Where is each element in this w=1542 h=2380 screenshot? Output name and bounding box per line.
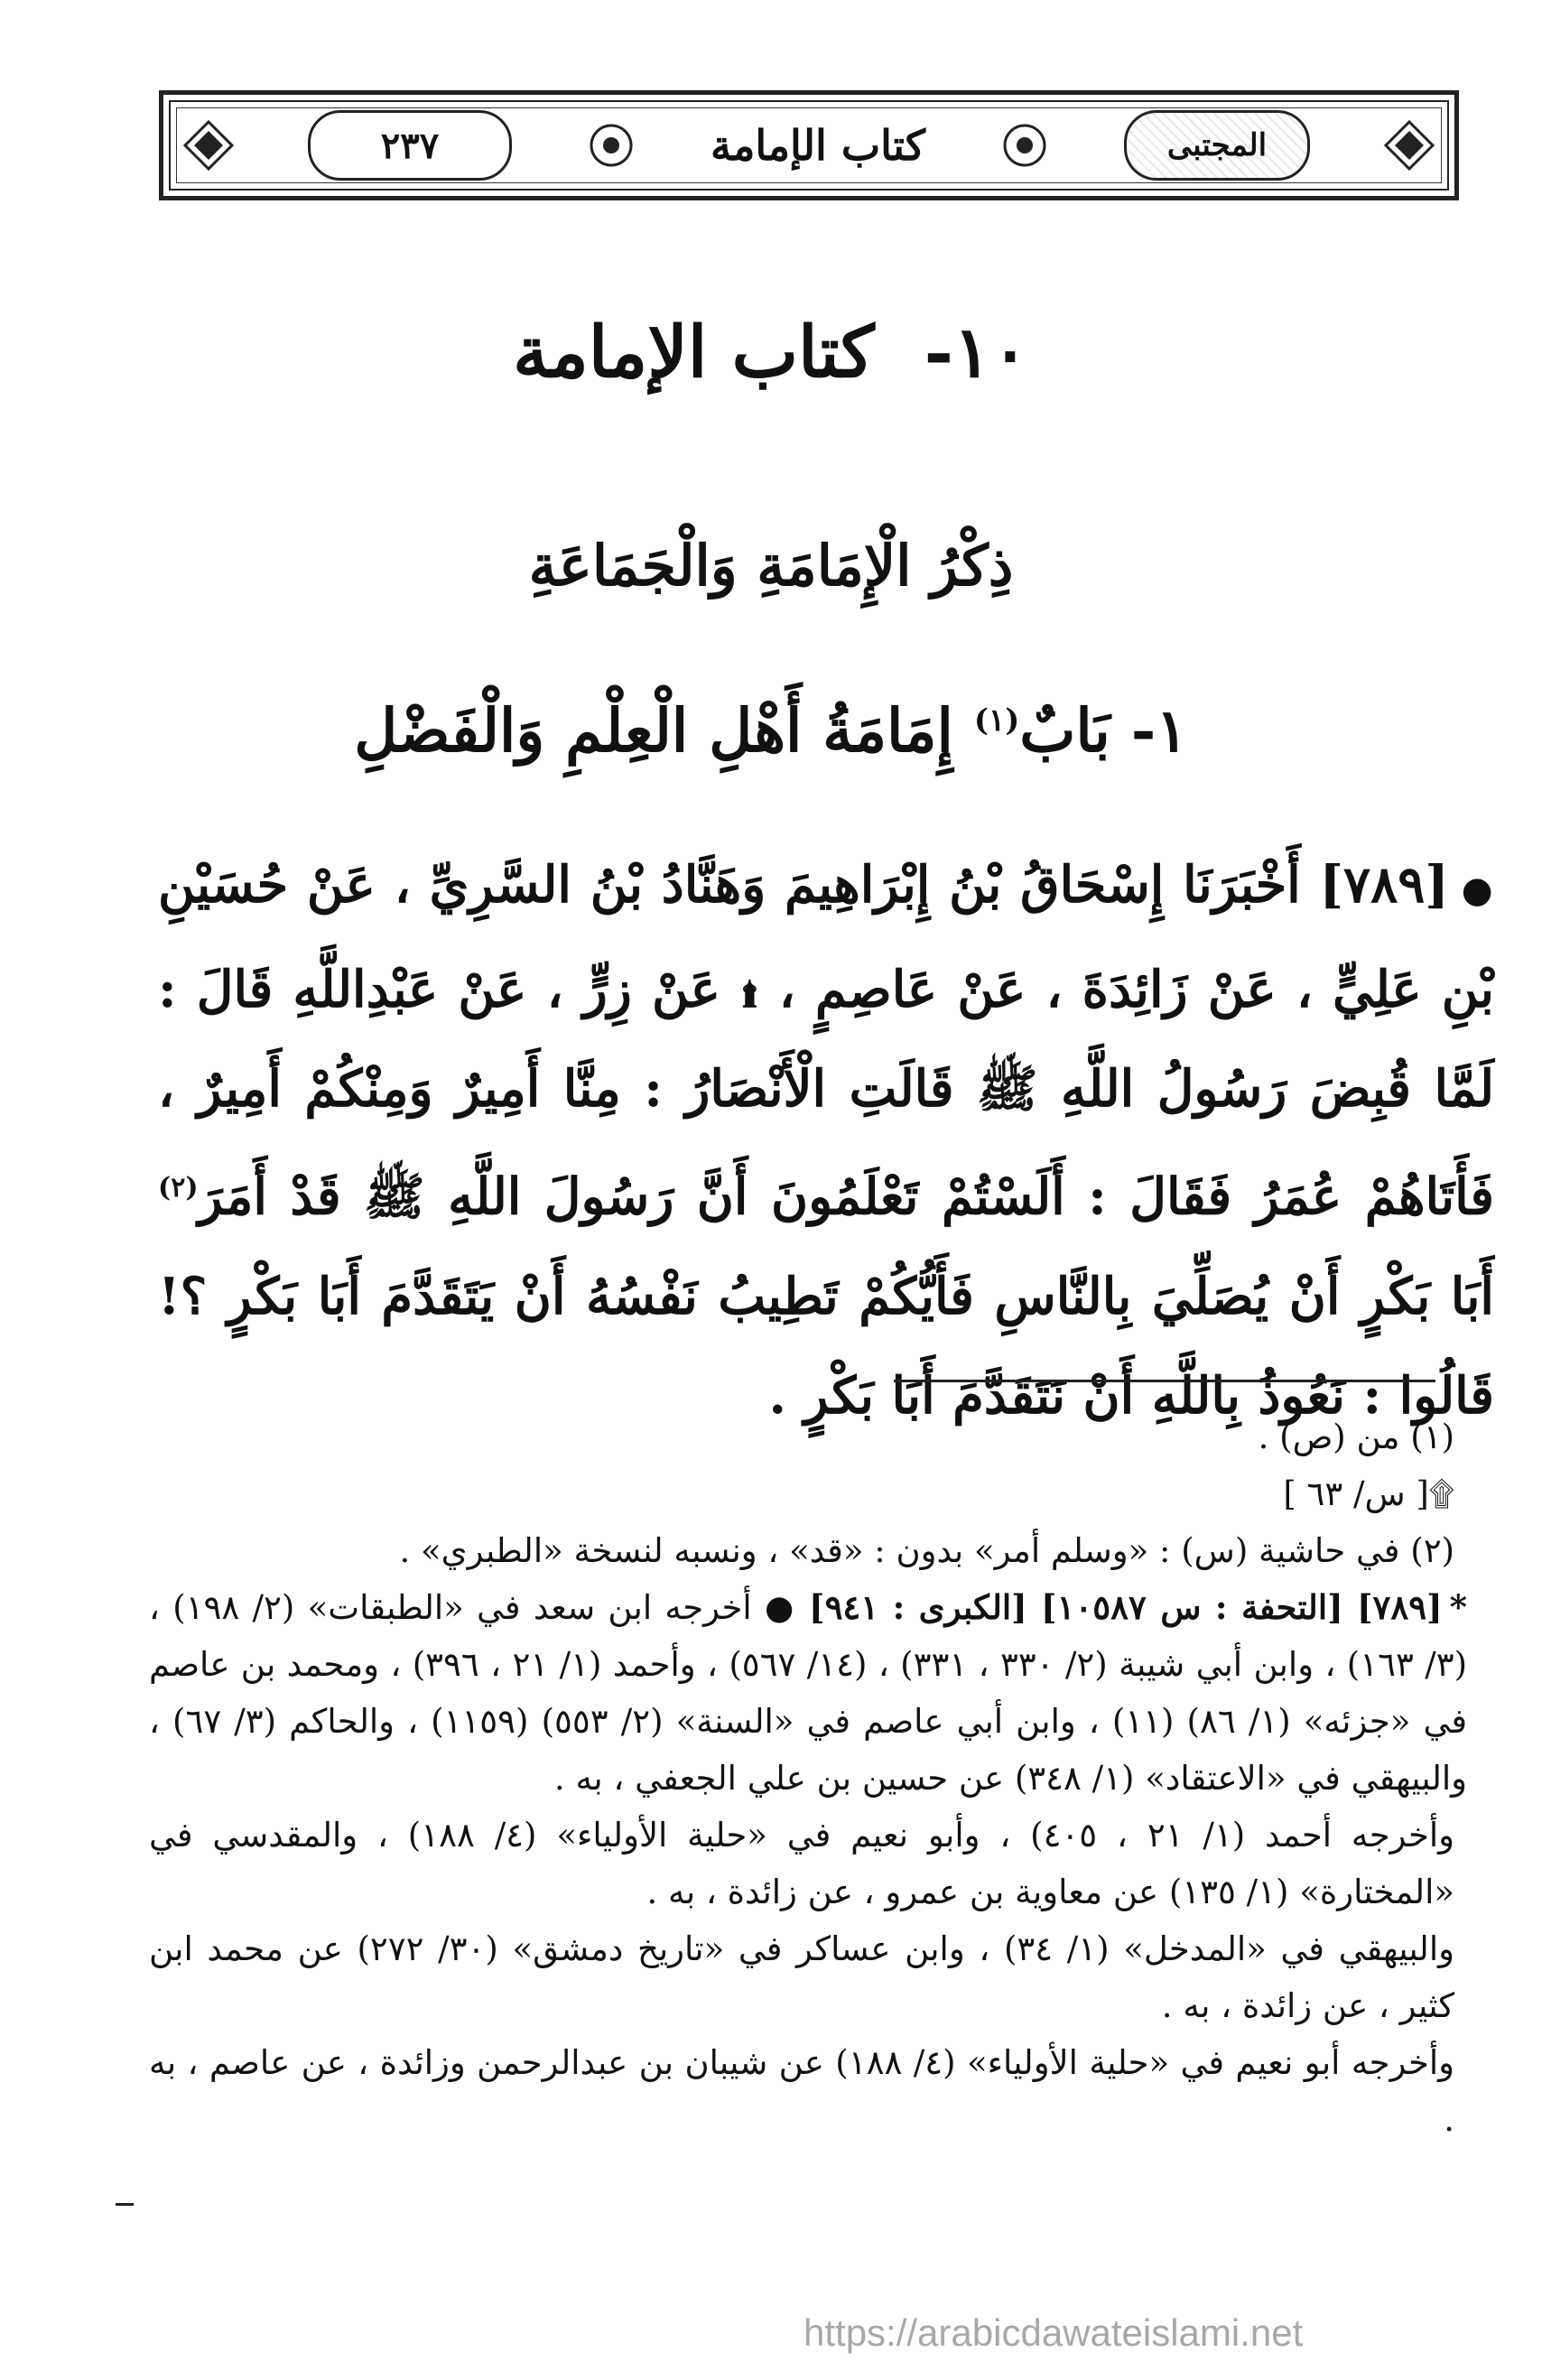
hadith-text-part1: [٧٨٩] أَخْبَرَنَا إِسْحَاقُ بْنُ إِبْرَاهِيمَ وَهَنَّادُ بْنُ السَّرِيِّ ، عَنْ حُسَيْنِ بْنِ عَلِيٍّ ، عَنْ زَائِدَةَ ، عَنْ عَاصِمٍ ، ۩ عَنْ زِرٍّ ، عَنْ عَبْدِاللَّهِ قَالَ : لَمَّا قُبِضَ رَسُولُ اللَّهِ ﷺ قَالَتِ الْأَنْصَارُ : مِنَّا أَمِيرٌ وَمِنْكُمْ أَمِيرٌ ، فَأَتَاهُمْ عُمَرُ فَقَالَ : أَلَسْتُمْ تَعْلَمُونَ أَنَّ رَسُولَ اللَّهِ ﷺ قَدْ أَمَرَ <box>158 855 1495 1227</box>
takhrij-body: ● أخرجه ابن سعد في «الطبقات» (٢/ ١٩٨) ، (٣/ ١٦٣) ، وابن أبي شيبة (٢/ ٣٣٠ ، ٣٣١) ، (١٤/ ٥٦٧) ، وأحمد (١/ ٢١ ، ٣٩٦) ، ومحمد بن عاصم في «جزئه» (١/ ٨٦) (١١) ، وابن أبي عاصم في «السنة» (٢/ ٥٥٣) (١١٥٩) ، والحاكم (٣/ ٦٧) ، والبيهقي في «الاعتقاد» (١/ ٣٤٨) عن حسين بن علي الجعفي ، به . <box>149 1588 1468 1798</box>
ornament-right-icon <box>1378 114 1441 177</box>
hadith-bullet-icon: ● <box>1461 869 1494 911</box>
takhrij-header: [٧٨٩] [التحفة : س ١٠٥٨٧] [الكبرى : ٩٤١] <box>809 1587 1443 1627</box>
takhrij-paragraph-2: وأخرجه أحمد (١/ ٢١ ، ٤٠٥) ، وأبو نعيم في «حلية الأولياء» (٤/ ١٨٨) ، والمقدسي في «المختارة» (١/ ١٣٥) عن معاوية بن عمرو ، عن زائدة ، به . <box>149 1816 1454 1911</box>
footnote-page-marker: ۩[ س/ ٦٣ ] <box>1283 1474 1454 1513</box>
footnote-2: (٢) في حاشية (س) : «وسلم أمر» بدون : «قد» ، ونسبه لنسخة «الطبري» . <box>399 1531 1454 1570</box>
margin-mark <box>116 2203 134 2206</box>
page-number: ٢٣٧ <box>308 110 512 181</box>
hadith-text-part2: أَبَا بَكْرٍ أَنْ يُصَلِّيَ بِالنَّاسِ فَأَيُّكُمْ تَطِيبُ نَفْسُهُ أَنْ يَتَقَدَّمَ أَبَا بَكْرٍ ؟! قَالُوا : نَعُوذُ بِاللَّهِ أَنْ نَتَقَدَّمَ أَبَا بَكْرٍ . <box>158 1266 1494 1426</box>
chapter-footnote-ref: (١) <box>973 702 1020 739</box>
hadith-footnote-ref: (٢) <box>158 1172 199 1204</box>
takhrij-paragraph <box>149 1579 1467 1807</box>
running-title: كتاب الإمامة <box>711 121 925 170</box>
chapter-prefix: ١- بَابٌ <box>1019 695 1188 766</box>
watermark-url: https://arabicdawateislami.net <box>804 2311 1304 2354</box>
ornament-mid-right-icon <box>993 114 1056 177</box>
footnote-1: (١) من (ص) . <box>1258 1418 1454 1456</box>
ornament-mid-left-icon <box>580 114 643 177</box>
takhrij-paragraph-4: وأخرجه أبو نعيم في «حلية الأولياء» (٤/ ١٨٨) عن شيبان بن عبدالرحمن وزائدة ، عن عاصم ، به . <box>149 2043 1454 2139</box>
book-number: ١٠- <box>924 311 1029 394</box>
takhrij-star-icon: * <box>1449 1587 1467 1627</box>
book-title <box>0 311 1542 394</box>
footnote-divider <box>894 1380 1435 1382</box>
page-header-frame <box>159 90 1459 200</box>
book-title-text: كتاب الإمامة <box>513 311 875 394</box>
chapter-title-text: إِمَامَةُ أَهْلِ الْعِلْمِ وَالْفَضْلِ <box>354 695 953 766</box>
takhrij-paragraph-3: والبيهقي في «المدخل» (١/ ٣٤) ، وابن عساكر في «تاريخ دمشق» (٣٠/ ٢٧٢) عن محمد ابن كثير ، عن زائدة ، به . <box>149 1929 1454 2025</box>
chapter-title <box>0 695 1542 766</box>
ornament-left-icon <box>177 114 240 177</box>
page-header <box>176 107 1442 183</box>
section-title: ذِكْرُ الْإِمَامَةِ وَالْجَمَاعَةِ <box>528 533 1014 599</box>
hadith-text <box>158 835 1494 1446</box>
footnotes <box>149 1408 1467 2148</box>
series-logo: المجتبى <box>1124 110 1310 181</box>
